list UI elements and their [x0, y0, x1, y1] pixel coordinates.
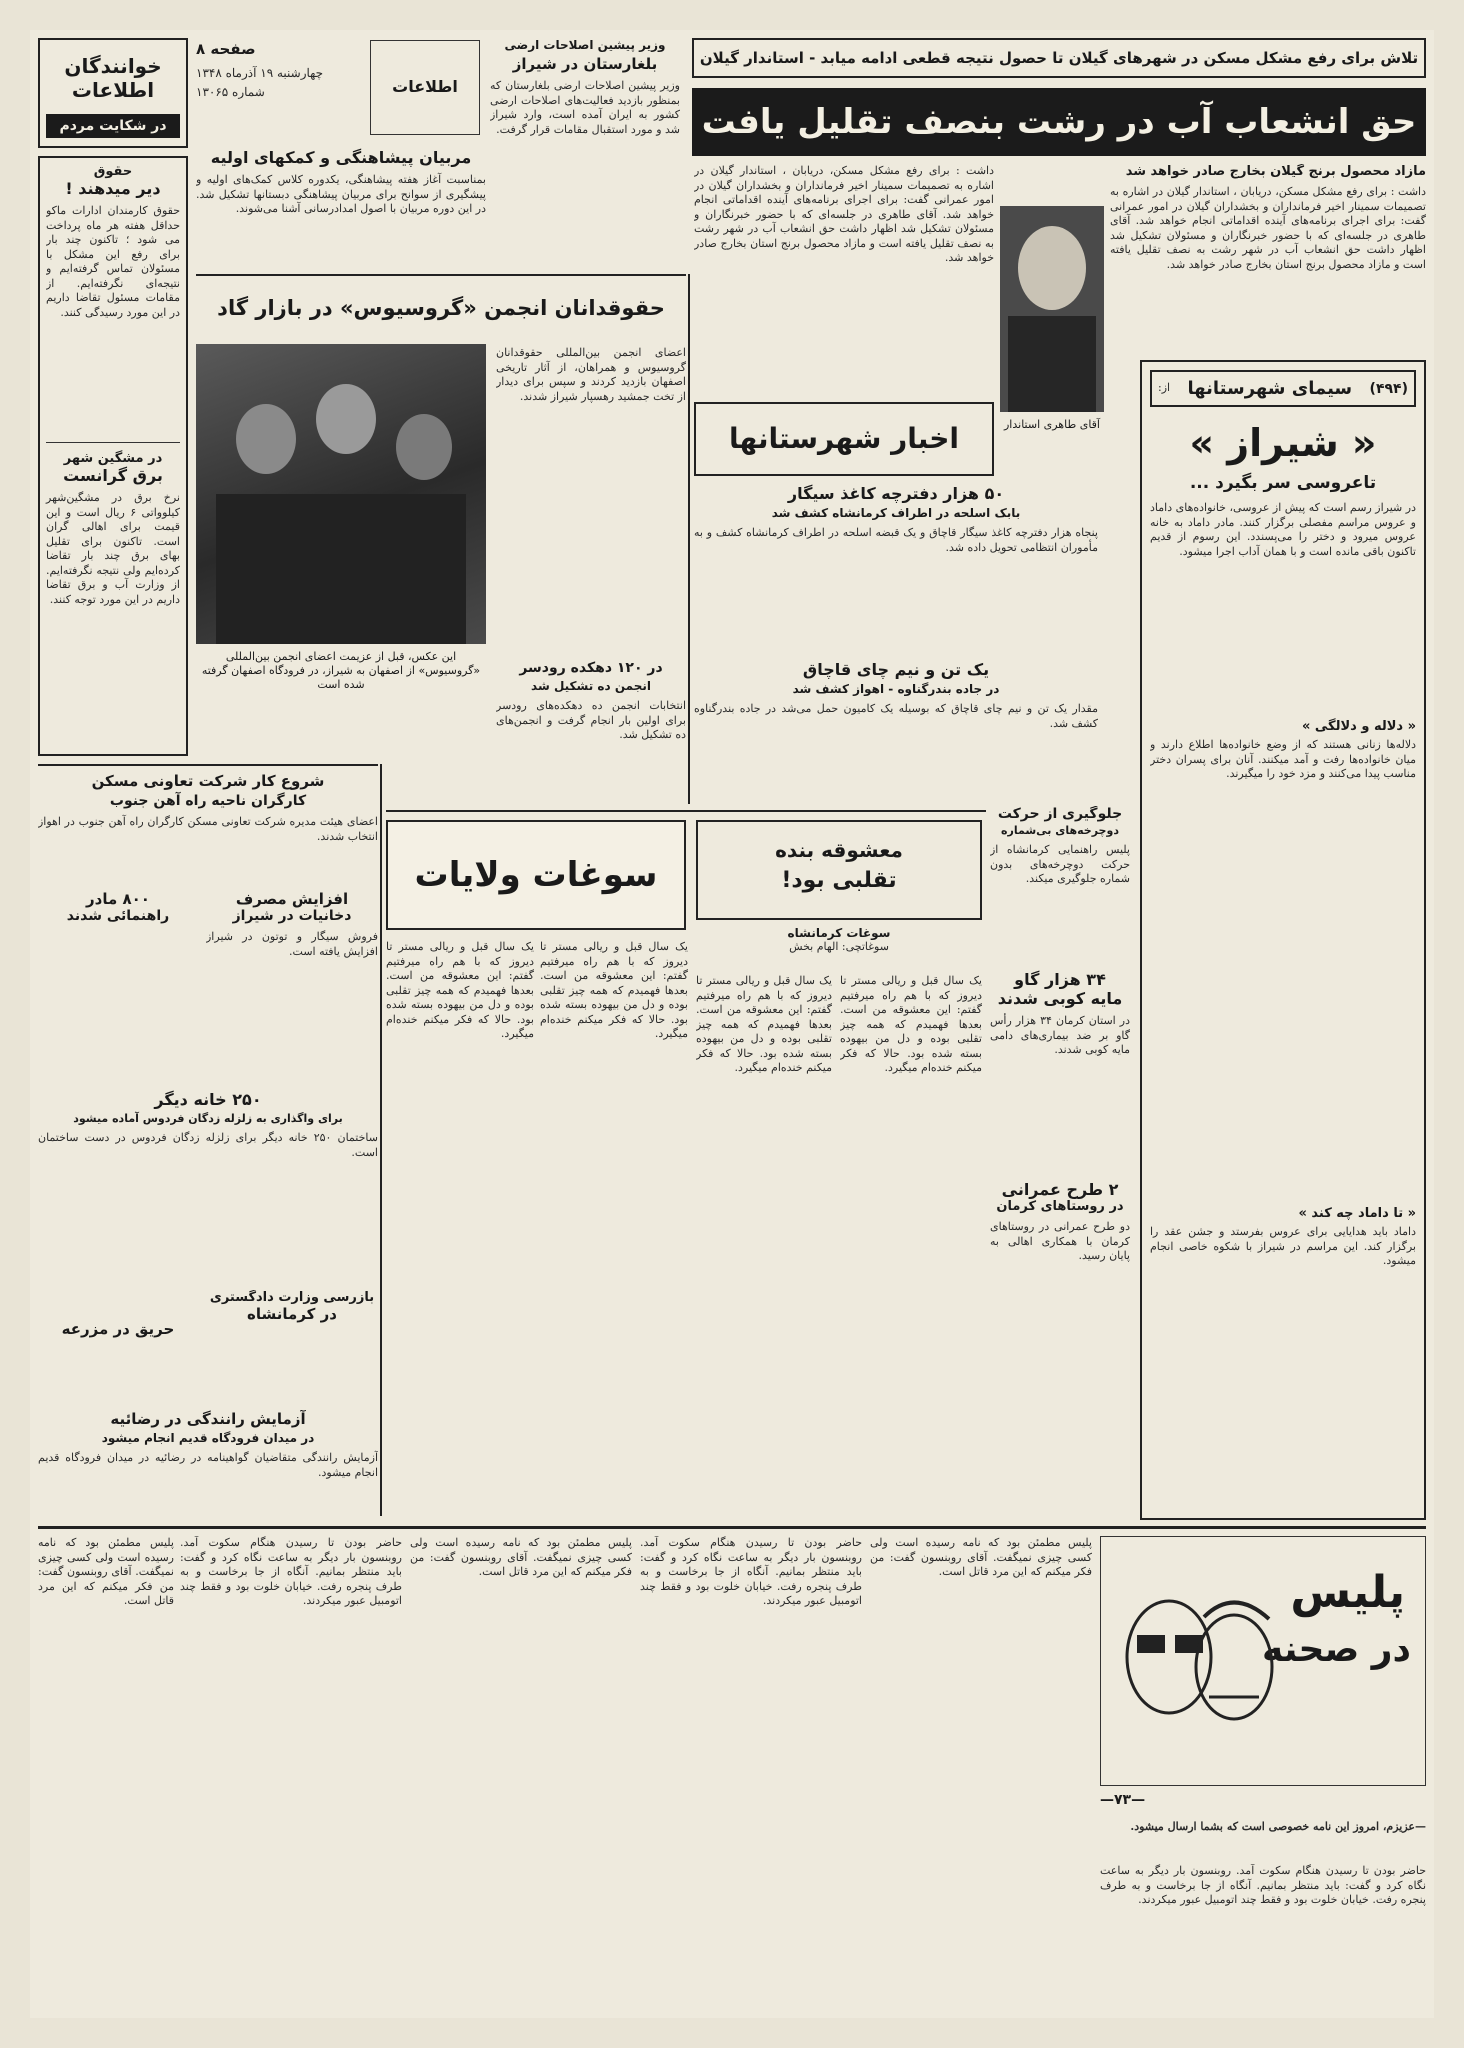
justice-inspection-article	[206, 1290, 378, 1380]
gruiseus-headline: حقوقدانان انجمن «گروسیوس» در بازار گاد	[217, 296, 665, 320]
bicycle-subhead: دوچرخه‌های بی‌شماره	[1001, 824, 1119, 837]
driving-subhead: در میدان فرودگاه قدیم انجام میشود	[101, 1431, 315, 1445]
cows-body: در استان کرمان ۳۴ هزار رأس گاو بر ضد بیماری‌های دامی مایه کوبی شدند.	[990, 1014, 1130, 1056]
readers-column-masthead	[38, 38, 188, 148]
newspaper-logo	[370, 40, 480, 135]
story-byline	[696, 926, 982, 966]
page-label: صفحه ۸	[196, 40, 256, 58]
police-col-3: حاضر بودن تا رسیدن هنگام سکوت آمد. روبنسون بار دیگر به ساعت نگاه کرد و گفت: باید منتظر بمانیم. آنگاه از جا برخاست و به طرف پنجره رفت. خیابان خلوت بود و فقط چند اتومبیل عبور میکردند.	[640, 1536, 862, 1607]
cows-headline-b: مایه کوبی شدند	[997, 989, 1123, 1008]
readers-column-title: خوانندگان اطلاعات	[64, 54, 162, 102]
governor-caption: آقای طاهری استاندار	[1003, 418, 1100, 431]
divider	[386, 810, 986, 812]
divider	[38, 764, 378, 766]
shiraz-kicker: تاعروسی سر بگیرد ...	[1189, 473, 1377, 493]
police-title-a: پلیس	[1290, 1567, 1405, 1618]
bicycle-headline: جلوگیری از حرکت	[997, 806, 1123, 822]
gruiseus-body: اعضای انجمن بین‌المللی حقوقدانان گروسیوس و همراهان، از آثار تاریخی اصفهان بازدید کردند و سپس برای دیدار از تخت جمشید رهسپار شیراز شدند.	[496, 346, 686, 403]
shiraz-sub2: « تا داماد چه کند »	[1298, 1206, 1416, 1221]
driving-test-article	[38, 1410, 378, 1510]
salary-headline: دیر میدهند !	[65, 179, 161, 198]
column-rule	[688, 274, 690, 804]
governor-portrait	[1000, 206, 1104, 412]
cigarette-paper-article	[694, 484, 1098, 654]
story-body-1: یک سال قبل و ریالی مستر تا دیروز که با هم راه میرفتیم گفتم: این معشوقه من است. بعدها فهمیدم که همه چیز تقلبی بوده و دل من بیهوده بسته شده بود. حالا که فکر میکنم خنده‌ام میگیرد.	[840, 974, 982, 1074]
justice-headline-a: بازرسی وزارت دادگستری	[209, 1290, 375, 1305]
rudsar-article	[496, 660, 686, 800]
tobacco-headline-b: دخانیات در شیراز	[232, 908, 352, 924]
ferdows-subhead: برای واگذاری به زلزله زدگان فردوس آماده میشود	[73, 1112, 343, 1125]
meshkinshahr-kicker: در مشگین شهر	[63, 451, 163, 466]
bulgaria-minister-article	[490, 38, 680, 268]
shiraz-series-box	[1140, 360, 1426, 1520]
story-body-4: یک سال قبل و ریالی مستر تا دیروز که با هم راه میرفتیم گفتم: این معشوقه من است. بعدها فهمیدم که همه چیز تقلبی بوده و دل من بیهوده بسته شده بود. حالا که فکر میکنم خنده‌ام میگیرد.	[386, 940, 534, 1040]
main-headline: حق انشعاب آب در رشت بنصف تقلیل یافت	[701, 102, 1417, 142]
meshkinshahr-body: نرخ برق در مشگین‌شهر کیلوواتی ۶ ریال است و این قیمت برای اهالی گران است. تاکنون برای تقلیل بهای برق چند بار تقاضا کرده‌ایم ولی نتیجه نگرفته‌ایم. از وزارت آب و برق تقاضا داریم در این مورد توجه کنند.	[46, 491, 180, 606]
coop-housing-article	[38, 772, 378, 882]
logo-text: اطلاعات	[392, 77, 458, 96]
bulgaria-body: وزیر پیشین اصلاحات ارضی بلغارستان که بمنظور بازدید فعالیت‌های اصلاحات ارضی کشور به ایران آمده است، وارد شیراز شد و مورد استقبال مقامات قرار گرفت.	[490, 79, 680, 136]
top-kicker-box	[692, 38, 1426, 78]
gruiseus-caption: این عکس، قبل از عزیمت اعضای انجمن بین‌المللی «گروسیوس» از اصفهان به شیراز، در فرودگاه اصفهان گرفته شده است	[201, 650, 481, 691]
police-serial-number	[1100, 1792, 1426, 1816]
police-col-6: پلیس مطمئن بود که نامه رسیده است ولی کسی چیزی نمیگفت. آقای روبنسون گفت: من فکر میکنم که این مرد قاتل است.	[38, 1536, 174, 1607]
column-rule	[380, 764, 382, 1516]
series-number: (۴۹۴)	[1369, 380, 1408, 397]
police-col-1: حاضر بودن تا رسیدن هنگام سکوت آمد. روبنسون بار دیگر به ساعت نگاه کرد و گفت: باید منتظر بمانیم. آنگاه از جا برخاست و به طرف پنجره رفت. خیابان خلوت بود و فقط چند اتومبیل عبور میکردند.	[1100, 1864, 1426, 1906]
salary-body: حقوق کارمندان ادارات ماکو حداقل هفته هر ماه پرداخت می شود ؛ تاکنون چند بار برای رفع این مشکل با مسئولان تماس گرفته‌ایم و نتیجه‌ای نگرفته‌ایم. از مقامات مسئول تقاضا داریم در این مورد رسیدگی کنند.	[46, 204, 180, 319]
issue-line: شماره ۱۳۰۶۵	[196, 84, 265, 99]
driving-body: آزمایش رانندگی متقاضیان گواهینامه در رضائیه در میدان فرودگاه قدیم انجام میشود.	[38, 1451, 378, 1479]
scouts-headline: مربیان پیشاهنگی و کمکهای اولیه	[210, 148, 472, 167]
police-number: —۷۳—	[1100, 1792, 1146, 1808]
farm-fire-article	[38, 1320, 198, 1380]
police-col-5: حاضر بودن تا رسیدن هنگام سکوت آمد. روبنسون بار دیگر به ساعت نگاه کرد و گفت: باید منتظر بمانیم. آنگاه از جا برخاست و به طرف پنجره رفت. خیابان خلوت بود و فقط چند اتومبیل عبور میکردند.	[180, 1536, 402, 1607]
coop-subhead: کارگران ناحیه راه آهن جنوب	[109, 793, 307, 809]
mothers-article	[38, 890, 198, 1070]
tea-headline: یک تن و نیم چای قاچاق	[802, 660, 990, 679]
main-article-body-a: داشت : برای رفع مشکل مسکن، دریابان ، استاندار گیلان در اشاره به تصمیمات سمینار اخیر فرمانداران و بخشداران گیلان در امور عمرانی گفت: برای اجرای برنامه‌های آینده اقداماتی انجام خواهد شد. آقای طاهری در جلسه‌ای که با حضور خبرنگاران و مسئولان تشکیل شد اظهار داشت حق انشعاب آب در شهر رشت به نصف تقلیل یافته است و مازاد محصول برنج استان بخارج صادر خواهد شد.	[1110, 185, 1426, 271]
shiraz-body-b: دلاله‌ها زنانی هستند که از وضع خانواده‌ها اطلاع دارند و میان خانواده‌ها رفت و آمد میکنند. آنان برای پسران دختر مناسب پیدا می‌کنند و مزد خود را میگیرند.	[1150, 738, 1416, 780]
story-body-2: یک سال قبل و ریالی مستر تا دیروز که با هم راه میرفتیم گفتم: این معشوقه من است. بعدها فهمیدم که همه چیز تقلبی بوده و دل من بیهوده بسته شده بود. حالا که فکر میکنم خنده‌ام میگیرد.	[696, 974, 832, 1074]
police-col-2: پلیس مطمئن بود که نامه رسیده است ولی کسی چیزی نمیگفت. آقای روبنسون گفت: من فکر میکنم که این مرد قاتل است.	[870, 1536, 1092, 1578]
projects-article	[990, 1180, 1130, 1510]
scouts-article	[196, 148, 486, 268]
shiraz-body-c: داماد باید هدایایی برای عروس بفرستد و جشن عقد را برگزار کند. این مراسم در شیراز با شکوه خاصی انجام میشود.	[1150, 1225, 1416, 1267]
police-intro: —عزیزم، امروز این نامه خصوصی است که بشما ارسال میشود.	[1130, 1820, 1426, 1833]
bulgaria-headline: بلغارستان در شیراز	[512, 55, 658, 73]
main-headline-bar	[692, 88, 1426, 156]
ferdows-headline: ۲۵۰ خانه دیگر	[154, 1090, 262, 1109]
gruiseus-headline-block	[196, 280, 686, 340]
story-title-a: معشوقه بنده	[775, 838, 903, 862]
story-from: سوغات کرمانشاه	[787, 926, 891, 940]
newspaper-page	[30, 30, 1434, 2018]
cigarette-subhead: بابک اسلحه در اطراف کرمانشاه کشف شد	[771, 506, 1021, 520]
police-col-4: پلیس مطمئن بود که نامه رسیده است ولی کسی چیزی نمیگفت. آقای روبنسون گفت: من فکر میکنم که این مرد قاتل است.	[410, 1536, 632, 1578]
bulgaria-kicker: وزیر پیشین اصلاحات ارضی	[504, 38, 666, 52]
page-info	[196, 40, 371, 140]
mothers-headline-a: ۸۰۰ مادر	[86, 890, 150, 908]
cows-article	[990, 970, 1130, 1170]
main-article-body-b: داشت : برای رفع مشکل مسکن، دریابان ، استاندار گیلان در اشاره به تصمیمات سمینار اخیر فرمانداران و بخشداران گیلان در امور عمرانی گفت: برای اجرای برنامه‌های آینده اقداماتی انجام خواهد شد. آقای طاهری در جلسه‌ای که با حضور خبرنگاران و مسئولان تشکیل شد اظهار داشت حق انشعاب آب در شهر رشت به نصف تقلیل یافته است و مازاد محصول برنج استان بخارج صادر خواهد شد.	[694, 164, 994, 264]
shiraz-title: « شیراز »	[1189, 421, 1377, 465]
justice-headline-b: در کرمانشاه	[247, 1305, 337, 1323]
cigarette-headline: ۵۰ هزار دفترچه کاغذ سیگار	[787, 484, 1005, 503]
police-title-b: در صحنه	[1262, 1629, 1411, 1670]
bicycle-body: پلیس راهنمایی کرمانشاه از حرکت دوچرخه‌های بدون شماره جلوگیری میکند.	[990, 843, 1130, 885]
series-from: از:	[1158, 381, 1171, 395]
ferdows-body: ساختمان ۲۵۰ خانه دیگر برای زلزله زدگان فردوس در دست ساختمان است.	[38, 1131, 378, 1159]
detective-faces-illustration	[1109, 1547, 1279, 1777]
tobacco-headline-a: افزایش مصرف	[235, 890, 349, 908]
cigarette-body: پنجاه هزار دفترچه کاغذ سیگار قاچاق و یک قبضه اسلحه در اطراف کرمانشاه کشف و به مأموران انتظامی تحویل داده شد.	[694, 526, 1098, 554]
story-title-b: تقلبی بود!	[781, 868, 897, 893]
series-banner: سیمای شهرستانها	[1187, 378, 1353, 399]
shahrestanha-banner-text: اخبار شهرستانها	[728, 422, 959, 455]
shiraz-body: در شیراز رسم است که پیش از عروسی، خانواده‌های داماد و عروس مراسم مفصلی برگزار کنند. مادر داماد به خانه عروس میرود و دختر را می‌پسندد. این رسوم از قدیم تاکنون باقی مانده است و با همان آداب اجرا میشود.	[1150, 501, 1416, 558]
shiraz-sub1: « دلاله و دلالگی »	[1301, 719, 1416, 734]
tea-subhead: در جاده بندرگناوه - اهواز کشف شد	[792, 682, 1000, 696]
meshkinshahr-headline: برق گرانست	[63, 466, 163, 485]
tobacco-article	[206, 890, 378, 1070]
story-title-box	[696, 820, 982, 920]
readers-column-subtitle: در شکایت مردم	[46, 114, 180, 138]
soghat-banner	[386, 820, 686, 930]
top-kicker: تلاش برای رفع مشکل مسکن در شهرهای گیلان تا حصول نتیجه قطعی ادامه میابد - استاندار گیلان	[699, 49, 1419, 67]
tea-body: مقدار یک تن و نیم چای قاچاق که بوسیله یک کامیون حمل می‌شد در جاده بندرگناوه کشف شد.	[694, 702, 1098, 730]
projects-body: دو طرح عمرانی در روستاهای کرمان با همکاری اهالی به پایان رسید.	[990, 1220, 1130, 1262]
shahrestanha-banner	[694, 402, 994, 476]
coop-body: اعضای هیئت مدیره شرکت تعاونی مسکن کارگران راه آهن جنوب در اهواز انتخاب شدند.	[38, 815, 378, 843]
rudsar-subhead: انجمن ده تشکیل شد	[531, 679, 651, 693]
salary-kicker: حقوق	[93, 164, 133, 179]
main-article	[1110, 164, 1426, 354]
date-line: چهارشنبه ۱۹ آذرماه ۱۳۴۸	[196, 66, 324, 80]
tobacco-body: فروش سیگار و توتون در شیراز افزایش یافته است.	[206, 930, 378, 958]
driving-headline: آزمایش رانندگی در رضائیه	[110, 1410, 306, 1428]
scouts-body: بمناسبت آغاز هفته پیشاهنگی، یکدوره کلاس کمک‌های اولیه و پیشگیری از سوانح برای مربیان پیشاهنگی دبستانها تشکیل شد. در این دوره مربیان با اصول امدادرسانی آشنا می‌شوند.	[196, 173, 486, 215]
divider	[196, 274, 686, 276]
cows-headline-a: ۳۴ هزار گاو	[1014, 970, 1106, 989]
farm-fire-headline: حریق در مزرعه	[61, 1320, 175, 1338]
projects-headline-a: ۲ طرح عمرانی	[1001, 1180, 1119, 1199]
main-bullet-1: مازاد محصول برنج گیلان بخارج صادر خواهد شد	[1125, 164, 1426, 179]
mothers-headline-b: راهنمائی شدند	[66, 908, 170, 924]
story-body-3: یک سال قبل و ریالی مستر تا دیروز که با هم راه میرفتیم گفتم: این معشوقه من است. بعدها فهمیدم که همه چیز تقلبی بوده و دل من بیهوده بسته شده بود. حالا که فکر میکنم خنده‌ام میگیرد.	[540, 940, 688, 1040]
rudsar-body: انتخابات انجمن ده دهکده‌های رودسر برای اولین بار انجام گرفت و انجمن‌های ده تشکیل شد.	[496, 699, 686, 741]
rudsar-headline: در ۱۲۰ دهکده رودسر	[519, 660, 663, 676]
gruiseus-photo	[196, 344, 486, 644]
coop-headline: شروع کار شرکت تعاونی مسکن	[91, 772, 325, 790]
tea-smuggling-article	[694, 660, 1098, 800]
bicycle-article	[990, 806, 1130, 956]
projects-headline-b: در روستاهای کرمان	[996, 1199, 1124, 1214]
police-serial-art	[1100, 1536, 1426, 1786]
story-author: سوغاتچی: الهام بخش	[789, 940, 889, 953]
letters-column	[38, 156, 188, 756]
serial-top-rule	[38, 1526, 1426, 1529]
ferdows-article	[38, 1090, 378, 1280]
soghat-banner-text: سوغات ولایات	[414, 855, 658, 895]
